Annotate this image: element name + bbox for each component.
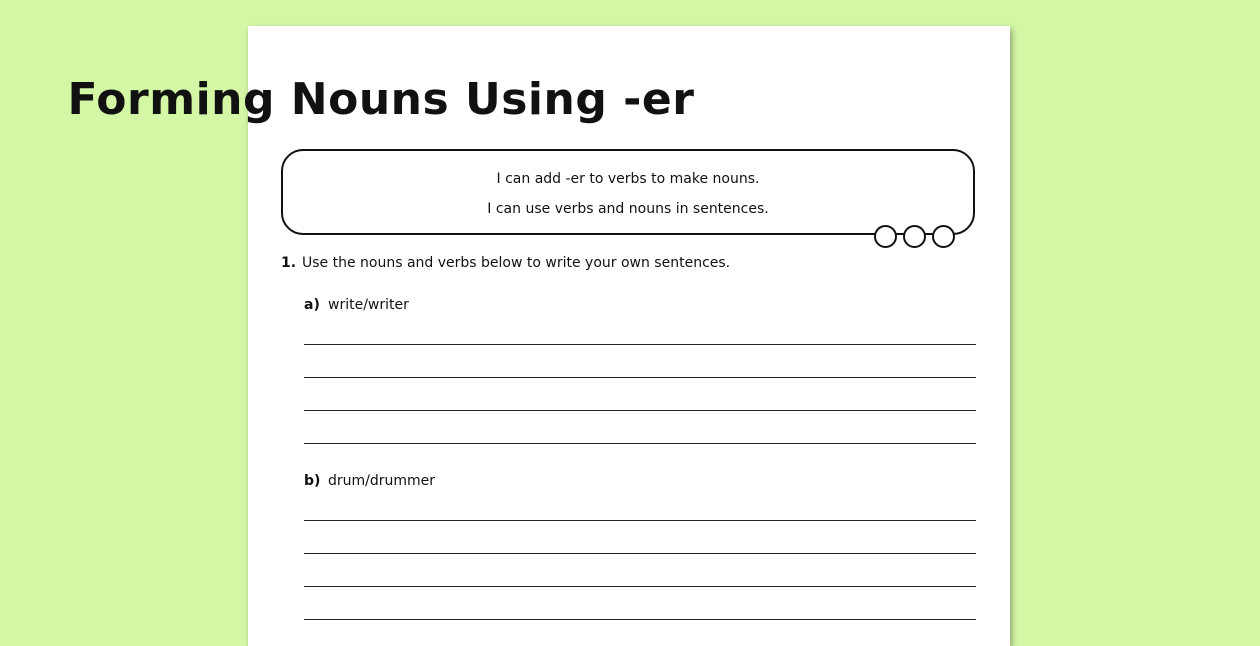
learning-objectives-box bbox=[281, 149, 975, 235]
answer-line[interactable] bbox=[304, 619, 976, 620]
part-a-text: write/writer bbox=[328, 297, 409, 313]
part-a-label: a) bbox=[304, 297, 320, 313]
objective-circles-decoration bbox=[874, 225, 958, 249]
worksheet-title: Forming Nouns Using -er bbox=[67, 74, 695, 125]
objective-1: I can add -er to verbs to make nouns. bbox=[496, 171, 760, 187]
question-text: Use the nouns and verbs below to write your own sentences. bbox=[302, 255, 731, 271]
circle-icon bbox=[874, 225, 897, 248]
part-b-label: b) bbox=[304, 473, 321, 489]
circle-icon bbox=[932, 225, 955, 248]
answer-line[interactable] bbox=[304, 443, 976, 444]
answer-line[interactable] bbox=[304, 377, 976, 378]
answer-line[interactable] bbox=[304, 410, 976, 411]
answer-line[interactable] bbox=[304, 586, 976, 587]
circle-icon bbox=[903, 225, 926, 248]
answer-line[interactable] bbox=[304, 520, 976, 521]
objective-2: I can use verbs and nouns in sentences. bbox=[487, 201, 769, 217]
answer-line[interactable] bbox=[304, 553, 976, 554]
part-b-text: drum/drummer bbox=[328, 473, 436, 489]
question-number: 1. bbox=[281, 255, 297, 271]
answer-line[interactable] bbox=[304, 344, 976, 345]
